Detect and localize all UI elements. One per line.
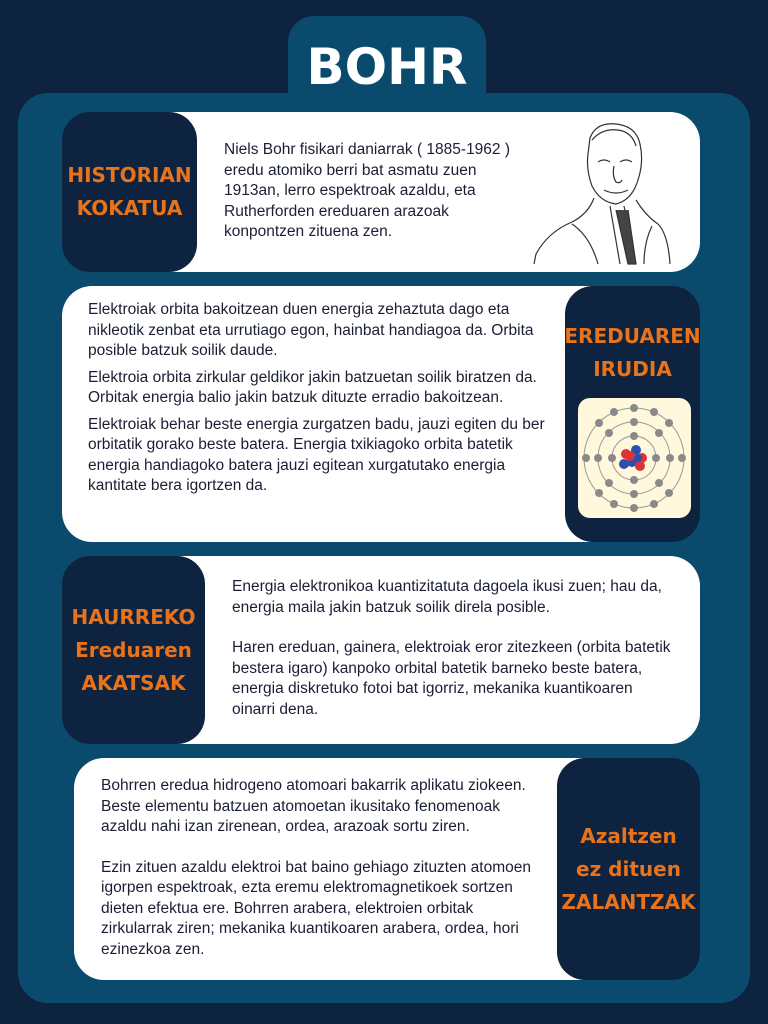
history-label-line2: KOKATUA (76, 196, 183, 220)
history-label (62, 112, 197, 272)
model-paragraph-1: Elektroiak orbita bakoitzean duen energia zehaztuta dago eta nikleotik zenbat eta urrutiago egon, hainbat handiagoa da. Orbita posible batzuk soilik daude. (88, 301, 534, 359)
doubts-label-line3: ZALANTZAK (561, 889, 696, 914)
doubts-paragraph-2: Ezin zituen azaldu elektroi bat baino gehiago zituzten atomoen igorpen espektroak, ezta eremu elektromagnetikoek sortzen dieten efektua ere. Bohrren arabera, elektroien orbitak zirkularrak ziren; mekanika kuantikoaren arabera, ordea, hori ezinezkoa zen. (101, 858, 531, 958)
model-label-line1: EREDUAREN (564, 324, 701, 348)
flaws-label-line2: Ereduaren (75, 637, 192, 662)
model-paragraph-3: Elektroiak behar beste energia zurgatzen badu, jauzi egiten du ber orbitatik gorako beste batera. Energia txikiagoko orbita batetik energia handiagoko batera jauzi egitean xurgatutako energia kantitate bera igortzen da. (88, 415, 545, 494)
atom-model-image (578, 398, 691, 518)
page-title: BOHR (306, 38, 468, 96)
flaws-text (232, 577, 672, 726)
doubts-text (101, 776, 541, 966)
doubts-label-line1: Azaltzen (580, 823, 677, 848)
flaws-label (62, 556, 205, 744)
bohr-portrait-image (532, 118, 672, 266)
flaws-paragraph-1: Energia elektronikoa kuantizitatuta dagoela ikusi zuen; hau da, energia maila jakin batzuk soilik direla posible. (232, 578, 662, 616)
flaws-paragraph-2: Haren ereduan, gainera, elektroiak eror zitezkeen (orbita batetik bestera igaro) kanpoko orbital batetik barneko beste batera, energia diskretuko fotoi bat igorriz, mekanika kuantikoaren oinarri dena. (232, 639, 671, 718)
model-label-line2: IRUDIA (593, 357, 672, 381)
history-label-line1: HISTORIAN (67, 163, 192, 187)
doubts-label (557, 758, 700, 980)
model-text (88, 300, 548, 503)
model-paragraph-2: Elektroia orbita zirkular geldikor jakin batzuetan soilik biratzen da. Orbitak energia balio jakin batzuk dituzte erradio bakoitzean. (88, 368, 537, 406)
doubts-label-line2: ez dituen (576, 856, 681, 881)
history-paragraph: Niels Bohr fisikari daniarrak ( 1885-1962 ) eredu atomiko berri bat asmatu zuen 1913an, lerro espektroak azaldu, eta Rutherforden ereduaren arazoak konpontzen zituena zen. (224, 141, 511, 240)
doubts-paragraph-1: Bohrren eredua hidrogeno atomoari bakarrik aplikatu ziokeen. Beste elementu batzuen atomoetan ikusitako fenomenoak azaldu nahi izan zirenean, ordea, arazoak sortu ziren. (101, 777, 526, 835)
flaws-label-line1: HAURREKO (71, 604, 196, 629)
history-text (224, 140, 524, 249)
flaws-label-line3: AKATSAK (81, 670, 186, 695)
